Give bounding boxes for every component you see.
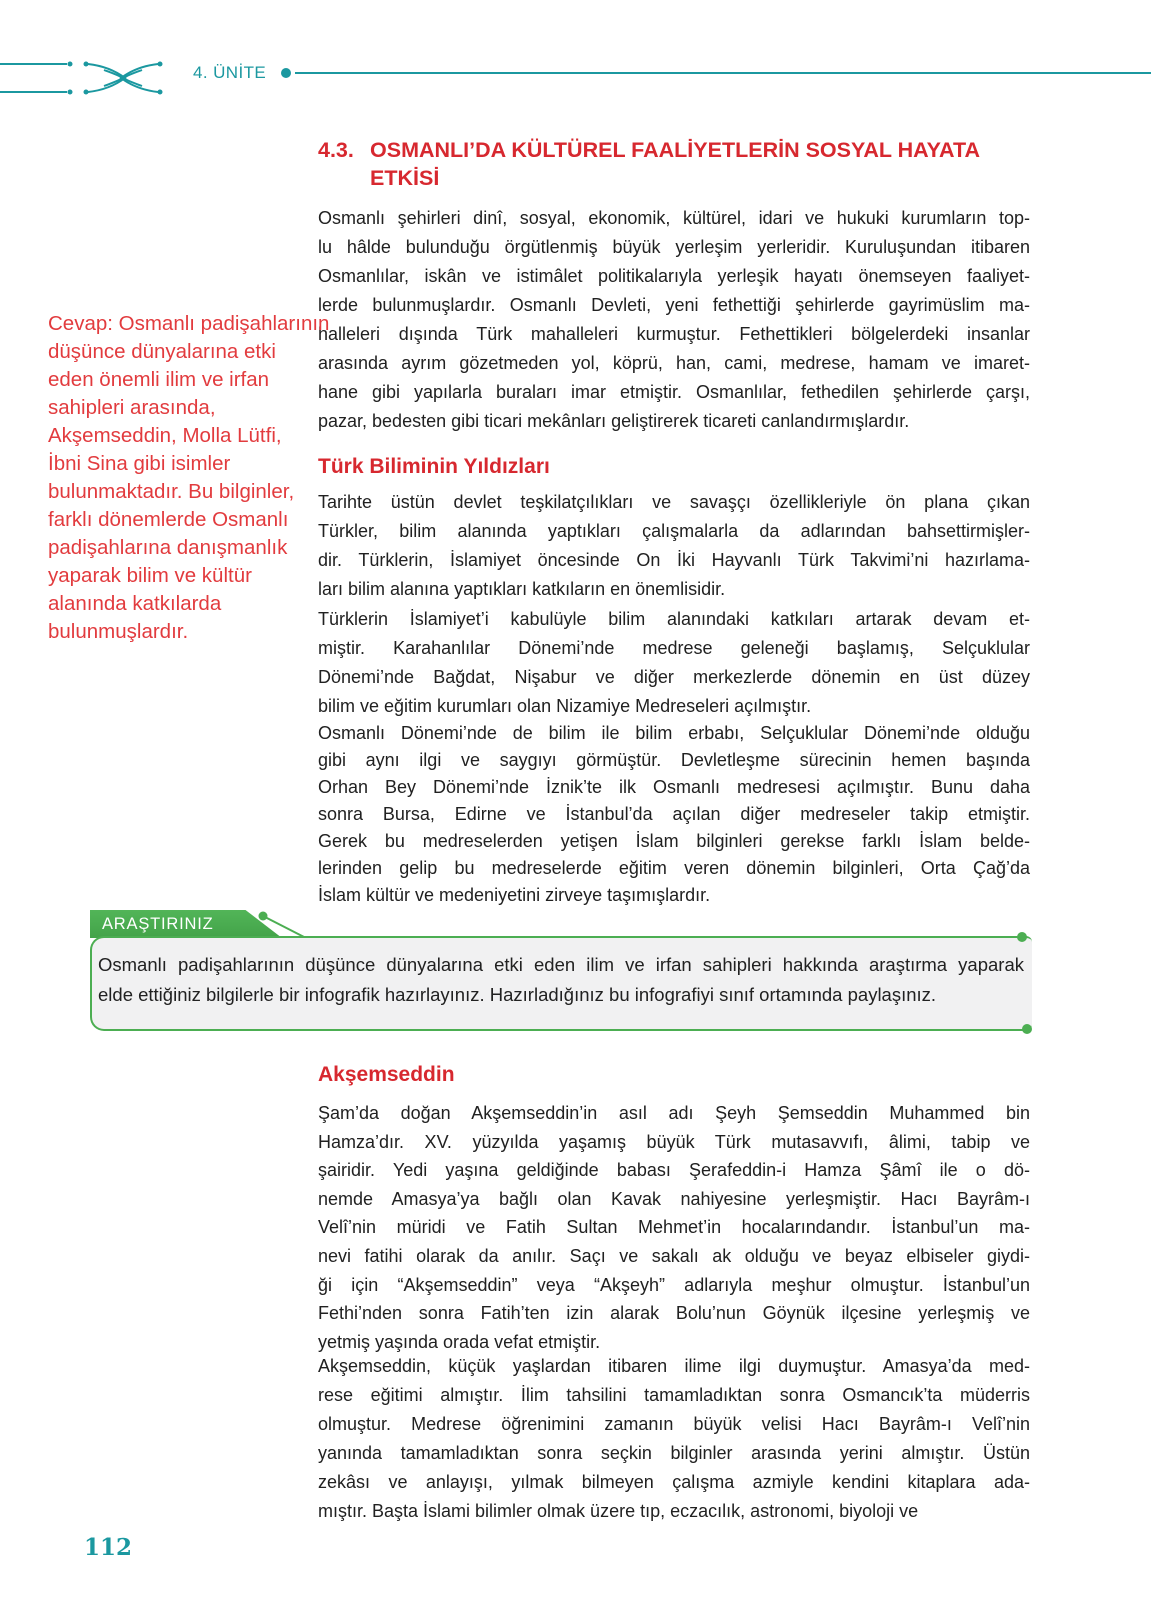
research-box-top-dot	[1017, 932, 1027, 942]
section-heading	[318, 136, 998, 192]
page-number: 112	[84, 1534, 133, 1561]
unit-ornament-icon	[0, 55, 168, 101]
paragraph: Osmanlı Dönemi’nde de bilim ile bilim erbabı, Selçuklular Dönemi’nde olduğu gibi aynı ilgi ve saygıyı görmüştür. Devletleşme sürecinin hemen başında Orhan Bey Dönemi’nde İznik’te ilk Osmanlı medresesi açılmıştır. Bunu daha sonra Bursa, Edirne ve İstanbul’da açılan diğer medreseler takip etmiştir. Gerek bu medreselerden yetişen İslam bilginleri gerekse farklı İslam belde- lerinden gelip bu medreselerde eğitim veren dönemin bilginleri, Orta Çağ’da İslam kültür ve medeniyetini zirveye taşımışlardır.	[318, 723, 1030, 905]
research-box-bottom-dot	[1022, 1024, 1032, 1034]
subheading-turk-biliminin-yildizlari: Türk Biliminin Yıldızları	[318, 455, 550, 478]
header-rule	[295, 72, 1151, 74]
research-box-text: Osmanlı padişahlarının düşünce dünyalarına etki eden ilim ve irfan sahipleri hakkında araştırma yaparak elde ettiğiniz bilgilerle bir infografik hazırlayınız. Hazırladığınız bu infografiyi sınıf ortamında paylaşınız.	[98, 954, 1024, 1005]
section-title: OSMANLI’DA KÜLTÜREL FAALİYETLERİN SOSYAL HAYATA ETKİSİ	[370, 138, 980, 190]
header-rule-dot	[281, 68, 291, 78]
research-banner-label: ARAŞTIRINIZ	[102, 915, 214, 933]
margin-answer-note: Cevap: Osmanlı padişahlarının düşünce dünyalarına etki eden önemli ilim ve irfan sahipleri arasında, Akşemseddin, Molla Lütfi, İbni Sina gibi isimler bulunmaktadır. Bu bilginler, farklı dönemlerde Osmanlı padişahlarına danışmanlık yaparak bilim ve kültür alanında katkılarda bulunmuşlardır.	[48, 312, 330, 643]
paragraph: Şam’da doğan Akşemseddin’in asıl adı Şeyh Şemseddin Muhammed bin Hamza’dır. XV. yüzyılda yaşamış büyük Türk mutasavvıfı, âlimi, tabip ve şairidir. Yedi yaşına geldiğinde babası Şerafeddin-i Hamza Şâmî ile o dö- nemde Amasya’ya bağlı olan Kavak nahiyesine yerleşmiştir. Hacı Bayrâm-ı Velî’nin müridi ve Fatih Sultan Mehmet’in hocalarındandır. İstanbul’un ma- nevi fatihi olarak da anılır. Saçı ve sakalı ak olduğu ve beyaz elbiseler giydi- ği için “Akşemseddin” veya “Akşeyh” adlarıyla meşhur olmuştur. İstanbul’un Fethi’nden sonra Fatih’ten izin alarak Bolu’nun Göynük ilçesine yerleşmiş ve yetmiş yaşında orada vefat etmiştir.	[318, 1103, 1030, 1352]
paragraph: Türklerin İslamiyet’i kabulüyle bilim alanındaki katkıları artarak devam et- miştir. Karahanlılar Dönemi’nde medrese geleneği başlamış, Selçuklular Dönemi’nde Bağdat, Nişabur ve diğer merkezlerde dönemin en üst düzey bilim ve eğitim kurumları olan Nizamiye Medreseleri açılmıştır.	[318, 609, 1030, 716]
paragraph: Tarihte üstün devlet teşkilatçılıkları ve savaşçı özellikleriyle ön plana çıkan Türkler, bilim alanında yaptıkları çalışmalarla da adlarından bahsettirmişler- dir. Türklerin, İslamiyet öncesinde On İki Hayvanlı Türk Takvimi’ni hazırlama- ları bilim alanına yaptıkları katkıların en önemlisidir.	[318, 492, 1030, 599]
paragraph: Akşemseddin, küçük yaşlardan itibaren ilime ilgi duymuştur. Amasya’da med- rese eğitimi almıştır. İlim tahsilini tamamladıktan sonra Osmancık’ta müderris olmuştur. Medrese öğrenimini zamanın büyük velisi Hacı Bayrâm-ı Velî’nin yanında tamamladıktan sonra seçkin bilginler arasında yerini almıştır. Üstün zekâsı ve anlayışı, yılmak bilmeyen çalışma azmiyle kendini kitaplara ada- mıştır. Başta İslami bilimler olmak üzere tıp, eczacılık, astronomi, biyoloji ve	[318, 1356, 1030, 1521]
unit-label: 4. ÜNİTE	[193, 63, 267, 82]
section-number: 4.3.	[318, 138, 354, 162]
subheading-aksemseddin: Akşemseddin	[318, 1063, 455, 1086]
paragraph: Osmanlı şehirleri dinî, sosyal, ekonomik, kültürel, idari ve hukuki kurumların top- lu hâlde bulunduğu örgütlenmiş büyük yerleşim yerleridir. Kuruluşundan itibaren Osmanlılar, iskân ve istimâlet politikalarıyla yerleşik hayatı önemseyen faaliyet- lerde bulunmuşlardır. Osmanlı Devleti, yeni fethettiği şehirlerde gayrimüslim ma- halleleri dışında Türk mahalleleri kurmuştur. Fethettikleri bölgelerdeki insanlar arasında ayrım gözetmeden yol, köprü, han, cami, medrese, hamam ve imaret- hane gibi yapılarla buraları imar etmiştir. Osmanlılar, fethedilen şehirlerde çarşı, pazar, bedesten gibi ticari mekânları geliştirerek ticareti canlandırmışlardır.	[318, 208, 1030, 431]
